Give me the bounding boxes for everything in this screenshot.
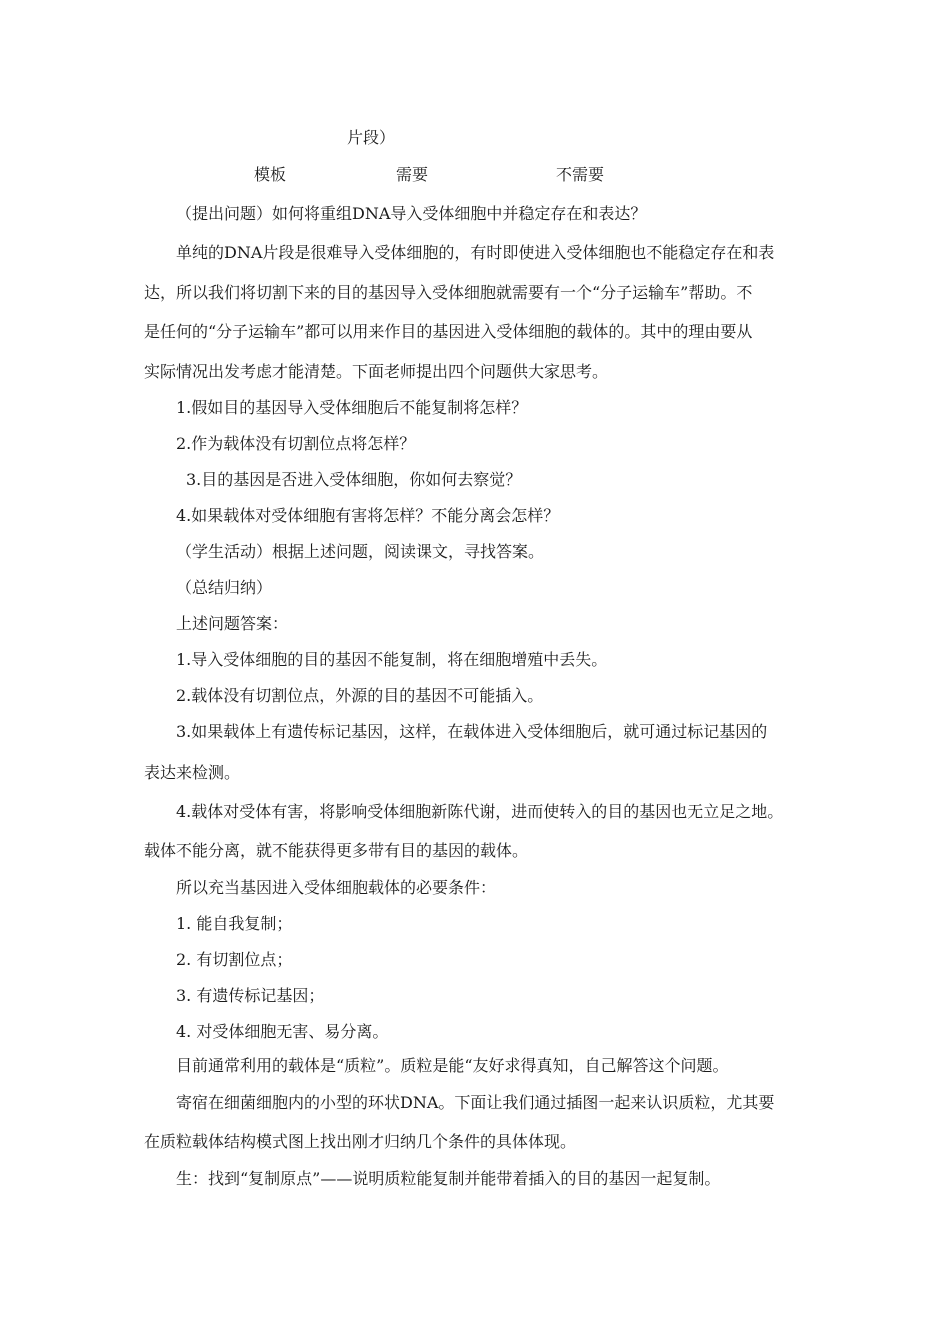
student-answer: 生：找到“复制原点”——说明质粒能复制并能带着插入的目的基因一起复制。 <box>176 1169 721 1188</box>
answers-heading: 上述问题答案： <box>176 614 289 633</box>
question-paragraph: （提出问题）如何将重组DNA导入受体细胞中并稳定存在和表达？ <box>176 204 647 223</box>
condition-item: 2. 有切割位点； <box>176 950 293 969</box>
answer-line: 3.如果载体上有遗传标记基因，这样，在载体进入受体细胞后，就可通过标记基因的 <box>176 722 768 741</box>
condition-item: 3. 有遗传标记基因； <box>176 986 325 1005</box>
plasmid-line: 寄宿在细菌细胞内的小型的环状DNA。下面让我们通过插图一起来认识质粒，尤其要 <box>176 1093 775 1112</box>
answer-line: 载体不能分离，就不能获得更多带有目的基因的载体。 <box>144 841 529 860</box>
answer-line: 4.载体对受体有害，将影响受体细胞新陈代谢，进而使转入的目的基因也无立足之地。 <box>176 802 784 821</box>
table-cell-template: 模板 <box>254 165 287 184</box>
conditions-intro: 所以充当基因进入受体细胞载体的必要条件： <box>176 878 497 897</box>
student-activity: （学生活动）根据上述问题，阅读课文，寻找答案。 <box>176 542 545 561</box>
intro-line: 达，所以我们将切割下来的目的基因导入受体细胞就需要有一个“分子运输车”帮助。不 <box>144 283 753 302</box>
table-cell-needed: 需要 <box>396 165 429 184</box>
table-cell-not-needed: 不需要 <box>556 165 605 184</box>
summary-heading: （总结归纳） <box>176 578 273 597</box>
intro-line: 单纯的DNA片段是很难导入受体细胞的，有时即使进入受体细胞也不能稳定存在和表 <box>176 243 775 262</box>
answer-line: 1.导入受体细胞的目的基因不能复制，将在细胞增殖中丢失。 <box>176 650 608 669</box>
table-cell-fragment: 片段） <box>347 128 396 147</box>
question-item: 4.如果载体对受体细胞有害将怎样？不能分离会怎样？ <box>176 506 560 525</box>
condition-item: 1. 能自我复制； <box>176 914 293 933</box>
intro-line: 实际情况出发考虑才能清楚。下面老师提出四个问题供大家思考。 <box>144 362 609 381</box>
question-item: 1.假如目的基因导入受体细胞后不能复制将怎样？ <box>176 398 528 417</box>
answer-line: 表达来检测。 <box>144 763 241 782</box>
question-item: 2.作为载体没有切割位点将怎样？ <box>176 434 416 453</box>
intro-line: 是任何的“分子运输车”都可以用来作目的基因进入受体细胞的载体的。其中的理由要从 <box>144 322 753 341</box>
condition-item: 4. 对受体细胞无害、易分离。 <box>176 1022 389 1041</box>
answer-line: 2.载体没有切割位点，外源的目的基因不可能插入。 <box>176 686 544 705</box>
plasmid-line: 在质粒载体结构模式图上找出刚才归纳几个条件的具体体现。 <box>144 1132 577 1151</box>
question-item: 3.目的基因是否进入受体细胞，你如何去察觉？ <box>186 470 522 489</box>
plasmid-line: 目前通常利用的载体是“质粒”。质粒是能“友好求得真知，自己解答这个问题。 <box>176 1056 729 1075</box>
